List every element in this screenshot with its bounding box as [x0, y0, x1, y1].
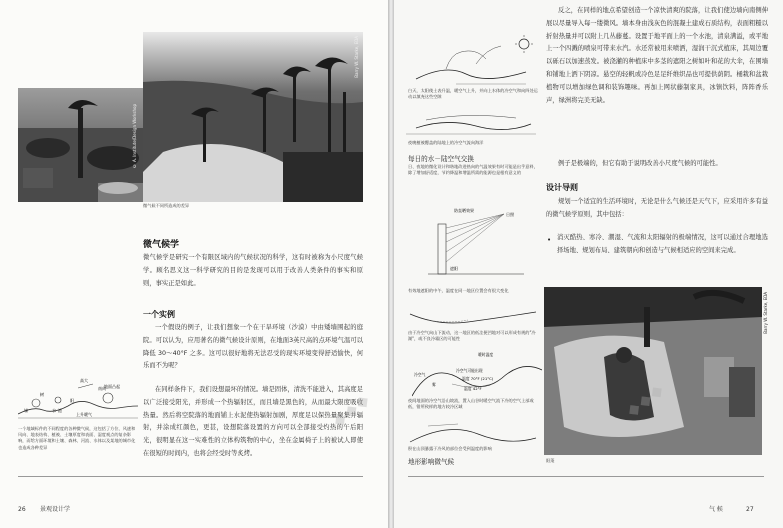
fig5-label-0: 暖时温度 — [478, 352, 494, 357]
photo-credit-left: © A. Institute/Design Workshop — [132, 104, 137, 169]
diagram-caption: 一个地域标件的不同程度的各种微气候，这包括了方位、风速和风向、地表结构、植被、土壤厚度和表面、湿度观点的复杂影响，而给方面环境和土壤、森林、河流、水体以及某地的城市化也造成各种差异 — [18, 426, 136, 450]
day-airflow-diagram — [406, 34, 536, 90]
daily-caption: 日、夜地的微化设计和谐地改进热向的气温效果有时可能是出乎意料，除了增加舒适度，节约降温和增温所需的能源也是根有意义的 — [408, 164, 538, 176]
right-page — [394, 0, 783, 528]
terrain-title: 地形影响微气候 — [408, 458, 455, 466]
fig5-label-4: 温度 70°F (21°C) — [462, 376, 494, 381]
fig3-caption: 有效地遮阳的中午，温度在同一地区位置会有很大变化 — [408, 288, 509, 293]
cold-pocket-diagram — [408, 306, 538, 330]
beach-photo — [143, 32, 363, 202]
fig2-caption: 夜晚植被覆盖的陆地上的冷空气流向海洋 — [408, 140, 484, 145]
example-paragraph-2: 在同样条件下，我们设想最坏的情况。墙是固体，清洗不能进入，其高度足以广泛接受阳光，并形成一个热辐射区，而且墙是黑色的，从而最大限度吸收热量。然后将空院落的地面铺上水泥使热辐射加剧，厚度足以保热量聚集并辐射，并涂成红颜色，更甚，设想院落设置的方向可以全部接受灼热的午后阳光，很明显在这一实难性的立体构筑物的中心，坐在金属椅子上的被试人即使在很短的时间内，也将会经受时等炙烤。 — [143, 386, 363, 457]
fig6-caption: 积在山顶暴露于冷风的部位会受到温度的影响 — [408, 446, 492, 451]
beach-photo-image — [143, 32, 363, 202]
pool-photo-image — [18, 88, 143, 202]
shade-photo — [544, 287, 762, 455]
paragraph-2: 例子是极端的，但它有助于说明改善小尺度气候的可能性。 — [558, 160, 722, 167]
fig5-label-2: 雾 — [432, 382, 436, 387]
fig5-caption: 夜间地面的冷空气沿山坡流，置入山谷时暖空气流下冷的空气上部或低，错所致样的地方较冷区域 — [408, 398, 534, 410]
example-title: 一个实例 — [143, 310, 175, 319]
fig3-label-1: 日照 — [506, 212, 514, 217]
fig5-label-1: 冷空气 — [414, 372, 426, 377]
fig1-caption: 白天，太阳使土表升温，暖空气上升，并向上水体的冷空气和向四处运动以填充这些空隙 — [408, 88, 538, 100]
page-number-left: 26 — [18, 506, 26, 513]
fig3-label-0: 防直晒效果 — [454, 208, 474, 213]
shade-photo-image — [544, 287, 762, 455]
fig5-label-3: 冷空气可能出现 — [456, 368, 483, 373]
guide-title: 设计导则 — [546, 183, 578, 192]
photo-caption: 微气候不同所造成的差异 — [143, 203, 190, 208]
watermark-left: ◆◆◆ — [328, 388, 375, 431]
intro-paragraph: 微气候学是研究一个有限区域内的气候状况的科学，这有时被称为小尺度气候学。顾名思义这一科学研究的目的是发现可以用于改善人类条件的事实和原则，事实正是如此。 — [143, 254, 363, 287]
diag-label-3: 树 — [40, 392, 44, 397]
watermark-right: ◆◆◆ — [622, 378, 669, 421]
night-airflow-diagram — [406, 108, 536, 140]
page-number-right: 27 — [746, 506, 754, 513]
photo-credit-right: Barry W. Starke, EDA — [354, 36, 359, 78]
diag-label-8: 地面凸起 — [104, 384, 120, 389]
photo-credit-bottom: Barry W. Starke, EDA — [763, 292, 768, 334]
diag-label-0: 高大 — [80, 378, 88, 383]
running-head-left: 景观设计学 — [40, 506, 71, 513]
guide-paragraph: 规划一个适宜的生活环境时，无论是什么气候还是天气下，应采用许多有益的微气候学原则，其中包括： — [546, 198, 768, 218]
diag-label-1: 南向 — [98, 386, 106, 391]
fig4-caption: 由于冷空气向山下流动，这一地区的低洼便凹地对可以形成有规的"冷湖"，或不良冷霜区的可能性 — [408, 330, 536, 342]
valley-diagram — [412, 350, 542, 400]
shade-diagram — [424, 204, 534, 282]
pool-photo — [18, 88, 143, 202]
photo-caption-bottom: 阳蓬 — [546, 458, 555, 463]
paragraph-1: 反之，在同样的地点希望创造一个凉快清爽的院落，让我们使边墙向南侧伸展以尽量导入每一缕微风。墙本身由浅灰色的混凝土建成石质结构，表面粗糙以折射热量并可以附上几丛藤蔓。设置于地平面上的一个水池，清泉满溢，或平地上一个四溅的喷泉可带来水汽。水还常被用来喷洒，湿润干沉式植床，其周边覆以砾石以加速蒸发。被浇灌的种植床中多茎的遮阳之树如叶和花的大伞，在围墙和铺地上洒下阴凉。悬空的轻帆或冷色足足纤维织品也可提供荫阴。桶栽和盆栽植物可以增加绿色调和装饰趣味。再加上网状藤制家具，冰镇饮料，阵阵香乐声，绿洲将完美无缺。 — [546, 7, 768, 104]
footer-rule-right — [408, 476, 764, 477]
diag-label-7: 上升暖气 — [76, 412, 92, 417]
bullet-marker: • — [547, 236, 552, 244]
diag-label-6: 阳 — [70, 398, 74, 403]
diag-label-5: 池 — [58, 408, 62, 413]
running-head-right: 气 候 — [709, 506, 723, 513]
hilltop-diagram — [408, 420, 538, 444]
bullet-text: 消灭酷热、寒冷、潮湿、气流和太阳辐射的极端情况，这可以通过合理地选择场地、规划布局、建筑朝向和创造与气候相适应的空间来完成。 — [557, 234, 768, 254]
section-title: 微气候学 — [143, 240, 180, 250]
terrain-diagram — [18, 376, 138, 424]
daily-exchange-title: 每日的水－陆空气交换 — [408, 155, 474, 163]
diag-label-4: 水 — [52, 408, 56, 413]
fig5-label-5: 温度 42°F — [464, 386, 482, 391]
fig3-label-2: 遮阳 — [450, 266, 458, 271]
left-page — [0, 0, 388, 528]
footer-rule — [18, 476, 363, 477]
diag-label-2: 墙 — [24, 408, 28, 413]
example-paragraph-1: 一个假设的例子，让我们想象一个在干旱环境（沙漠）中由矮墙围起的庭院。可以认为，应用著名的微气候设计原则，在地面3英尺高的点环境气温可以降低 30～40°F 之多。这可以很好地将无法忍受的现实环境变得舒适愉快，何乐而不为呢？ — [143, 324, 363, 370]
